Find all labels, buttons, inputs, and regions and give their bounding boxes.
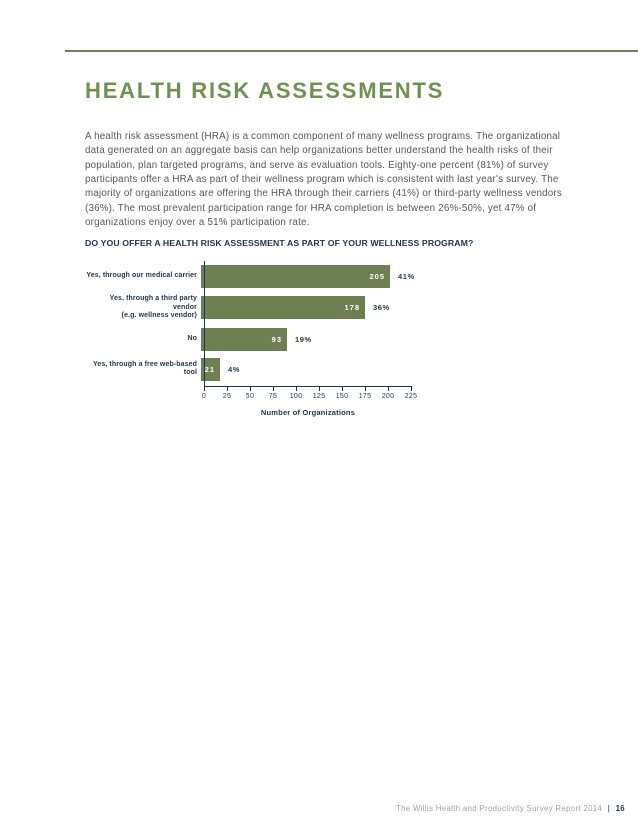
category-label: Yes, through a third party vendor (e.g. wellness vendor) [109, 295, 197, 320]
category-label: No [187, 334, 197, 342]
footer-page-number: 16 [615, 804, 625, 813]
bar [201, 296, 365, 319]
x-tick [365, 387, 366, 391]
chart-row [84, 265, 544, 288]
bar-track [201, 265, 415, 288]
x-tick-labels [201, 393, 418, 403]
y-axis [204, 261, 205, 386]
bar-chart [84, 261, 544, 431]
x-tick-label: 200 [381, 393, 395, 400]
x-tick-label: 100 [289, 393, 303, 400]
category-label: Yes, through our medical carrier [86, 272, 197, 280]
bar-value-label: 93 [271, 334, 282, 344]
chart-rows [84, 261, 544, 381]
bar-track [201, 328, 312, 351]
category-label: Yes, through a free web-based tool [92, 360, 197, 377]
x-tick-label: 125 [312, 393, 326, 400]
percent-label: 36% [373, 303, 390, 313]
percent-label: 19% [295, 334, 312, 344]
x-axis [204, 386, 412, 391]
x-tick-label: 50 [245, 393, 255, 400]
x-tick [227, 387, 228, 391]
top-rule [65, 50, 638, 52]
x-tick-label: 75 [268, 393, 278, 400]
x-tick-label: 25 [222, 393, 232, 400]
page-title: HEALTH RISK ASSESSMENTS [85, 78, 445, 103]
bar-value-label: 205 [369, 272, 385, 281]
percent-label: 41% [398, 272, 415, 281]
chart-row [84, 328, 544, 351]
bar-track [201, 296, 390, 319]
bar-track [201, 358, 240, 381]
percent-label: 4% [228, 364, 241, 374]
footer [396, 804, 625, 813]
x-tick [342, 387, 343, 391]
bar-value-label: 178 [344, 303, 360, 313]
x-axis-title: Number of Organizations [260, 408, 356, 417]
chart-row [84, 358, 544, 381]
x-tick [273, 387, 274, 391]
footer-report-title: The Willis Health and Productivity Survey Report 2014 [395, 804, 603, 813]
x-tick [411, 387, 412, 391]
x-tick [250, 387, 251, 391]
bar [201, 265, 390, 288]
intro-paragraph: A health risk assessment (HRA) is a common component of many wellness programs. The organizational data generated on an aggregate basis can help organizations better understand the health risks of their population, plan targeted programs, and serve as evaluation tools. Eighty-one percent (81%) of survey participants offer a HRA as part of their wellness program which is consistent with last year's survey. The majority of organizations are offering the HRA through their carriers (41%) or third-party wellness vendors (36%). The most prevalent participation range for HRA completion is between 26%-50%, yet 47% of organizations enjoy over a 51% participation rate. [85, 130, 562, 229]
x-tick [319, 387, 320, 391]
x-tick [296, 387, 297, 391]
x-tick-label: 175 [358, 393, 372, 400]
footer-separator: | [607, 804, 611, 813]
bar [201, 328, 287, 351]
chart-row [84, 295, 544, 321]
bar-value-label: 21 [204, 364, 215, 374]
x-tick-label: 0 [201, 393, 207, 400]
chart-question: DO YOU OFFER A HEALTH RISK ASSESSMENT AS PART OF YOUR WELLNESS PROGRAM? [85, 238, 474, 248]
x-tick-label: 150 [335, 393, 349, 400]
x-tick [388, 387, 389, 391]
x-tick [204, 387, 205, 391]
x-tick-label: 225 [404, 393, 418, 400]
